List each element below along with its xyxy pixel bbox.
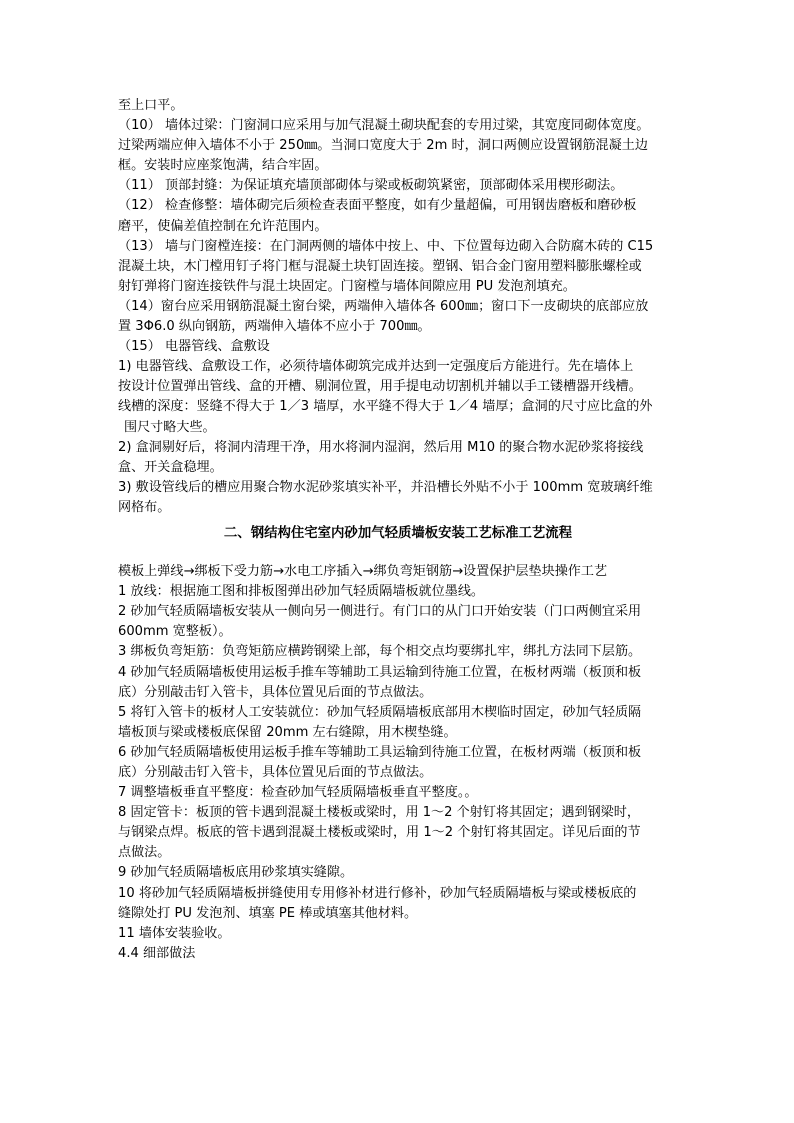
text-line: 盒、开关盒稳埋。 bbox=[118, 459, 223, 475]
text-line: （10） 墙体过梁：门窗洞口应采用与加气混凝土砌块配套的专用过梁，其宽度同砌体宽度。 bbox=[118, 118, 650, 134]
text-line: 置 3Φ6.0 纵向钢筋，两端伸入墙体不应小于 700㎜。 bbox=[118, 319, 431, 335]
text-line: 5 将钉入管卡的板材人工安装就位：砂加气轻质隔墙板底部用木楔临时固定，砂加气轻质隔 bbox=[118, 704, 642, 720]
text-line: 2 砂加气轻质隔墙板安装从一侧向另一侧进行。有门口的从门口开始安装（门口两侧宜采用 bbox=[118, 604, 642, 620]
text-line: 3 绑板负弯矩筋：负弯矩筋应横跨钢梁上部，每个相交点均要绑扎牢，绑扎方法同下层筋。 bbox=[118, 644, 642, 660]
text-line: 框。安装时应座浆饱满，结合牢固。 bbox=[118, 158, 328, 174]
text-line: 网格布。 bbox=[118, 499, 171, 515]
text-line: 2) 盒洞剔好后，将洞内清理干净，用水将洞内湿润，然后用 M10 的聚合物水泥砂浆将接线 bbox=[118, 439, 644, 455]
text-line: 点做法。 bbox=[118, 845, 171, 861]
text-line: 过梁两端应伸入墙体不小于 250㎜。当洞口宽度大于 2m 时，洞口两侧应设置钢筋混凝土边 bbox=[118, 138, 648, 154]
text-line: 围尺寸略大些。 bbox=[124, 419, 216, 435]
text-line: （13） 墙与门窗樘连接：在门洞两侧的墙体中按上、中、下位置每边砌入合防腐木砖的 C15 bbox=[118, 238, 654, 254]
text-line: 模板上弹线→绑板下受力筋→水电工序插入→绑负弯矩钢筋→设置保护层垫块操作工艺 bbox=[118, 564, 608, 580]
text-line: 缝隙处打 PU 发泡剂、填塞 PE 棒或填塞其他材料。 bbox=[118, 905, 418, 921]
text-line: 8 固定管卡：板顶的管卡遇到混凝土楼板或梁时，用 1～2 个射钉将其固定；遇到钢梁时， bbox=[118, 805, 640, 821]
text-line: 4 砂加气轻质隔墙板使用运板手推车等辅助工具运输到待施工位置，在板材两端（板顶和板 bbox=[118, 664, 642, 680]
text-line: 与钢梁点焊。板底的管卡遇到混凝土楼板或梁时，用 1～2 个射钉将其固定。详见后面的节 bbox=[118, 825, 641, 841]
text-line: 射钉弹将门窗连接铁件与混土块固定。门窗樘与墙体间隙应用 PU 发泡剂填充。 bbox=[118, 278, 576, 294]
text-line: 磨平，使偏差值控制在允许范围内。 bbox=[118, 218, 328, 234]
text-line: 600mm 宽整板）。 bbox=[118, 624, 232, 640]
text-line: 10 将砂加气轻质隔墙板拼缝使用专用修补材进行修补，砂加气轻质隔墙板与梁或楼板底的 bbox=[118, 885, 637, 901]
text-line: 底）分别敲击钉入管卡，具体位置见后面的节点做法。 bbox=[118, 765, 433, 780]
text-line: （11） 顶部封缝：为保证填充墙顶部砌体与梁或板砌筑紧密，顶部砌体采用楔形砌法。 bbox=[118, 178, 624, 194]
text-line: 3) 敷设管线后的槽应用聚合物水泥砂浆填实补平，并沿槽长外贴不小于 100mm 宽玻璃纤维 bbox=[118, 479, 653, 495]
document-page bbox=[118, 96, 678, 964]
text-line: 至上口平。 bbox=[118, 98, 184, 113]
text-line: （15） 电器管线、盒敷设 bbox=[118, 339, 270, 355]
text-line: 4.4 细部做法 bbox=[118, 945, 196, 961]
text-line: 11 墙体安装验收。 bbox=[118, 925, 231, 941]
text-line: 按设计位置弹出管线、盒的开槽、剔洞位置，用手提电动切割机并辅以手工镂槽器开线槽。 bbox=[118, 379, 642, 395]
text-line: 底）分别敲击钉入管卡，具体位置见后面的节点做法。 bbox=[118, 684, 433, 700]
text-line: 线槽的深度：竖缝不得大于 1／3 墙厚，水平缝不得大于 1／4 墙厚；盒洞的尺寸应比盒的外 bbox=[118, 399, 653, 415]
text-line: 9 砂加气轻质隔墙板底用砂浆填实缝隙。 bbox=[118, 865, 354, 881]
installation-process-section bbox=[118, 562, 678, 964]
text-line: 1) 电器管线、盒敷设工作，必须待墙体砌筑完成并达到一定强度后方能进行。先在墙体上 bbox=[118, 359, 634, 375]
text-line: 1 放线：根据施工图和排板图弹出砂加气轻质隔墙板就位墨线。 bbox=[118, 584, 485, 600]
section-heading: 二、钢结构住宅室内砂加气轻质墙板安装工艺标准工艺流程 bbox=[223, 525, 573, 541]
text-line: （12） 检查修整：墙体砌完后须检查表面平整度，如有少量超偏，可用钢齿磨板和磨砂板 bbox=[118, 198, 637, 214]
text-line: 墙板顶与梁或楼板底保留 20mm 左右缝隙，用木楔垫缝。 bbox=[118, 724, 457, 740]
text-line: （14）窗台应采用钢筋混凝土窗台梁，两端伸入墙体各 600㎜；窗口下一皮砌块的底部应放 bbox=[118, 298, 649, 314]
text-line: 混凝土块，木门樘用钉子将门框与混凝土块钉固连接。塑钢、铝合金门窗用塑料膨胀螺栓或 bbox=[118, 258, 642, 274]
text-line: 7 调整墙板垂直平整度：检查砂加气轻质隔墙板垂直平整度。。 bbox=[118, 785, 478, 801]
construction-steps-section bbox=[118, 96, 678, 518]
text-line: 6 砂加气轻质隔墙板使用运板手推车等辅助工具运输到待施工位置，在板材两端（板顶和板 bbox=[118, 744, 642, 760]
